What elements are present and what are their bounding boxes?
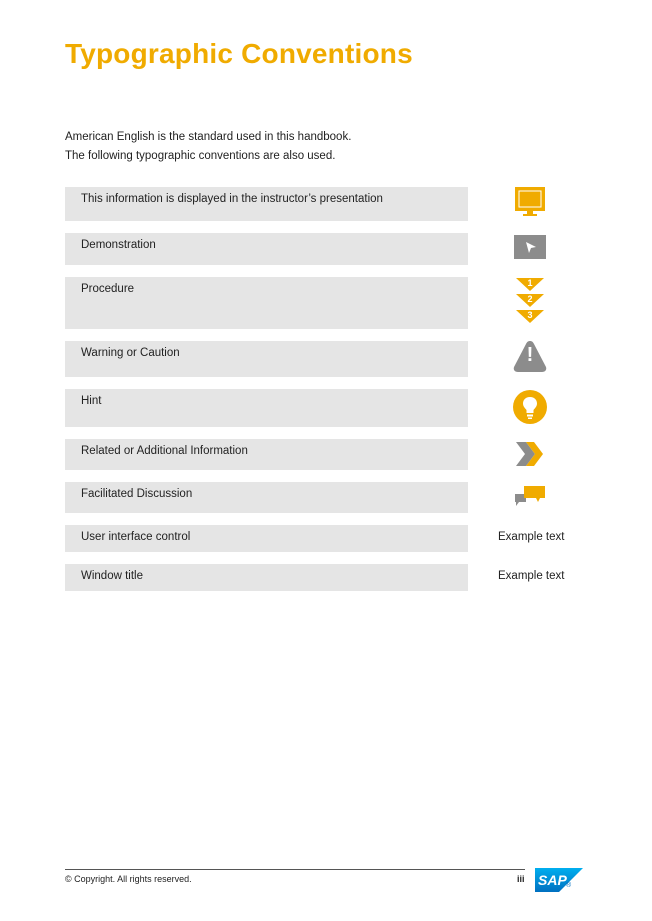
presentation-icon <box>514 186 546 218</box>
footer-divider <box>65 869 525 870</box>
intro-text <box>65 128 351 166</box>
intro-line-1: American English is the standard used in this handbook. <box>65 131 352 143</box>
sap-logo-shape <box>535 868 583 892</box>
sap-registered-mark: ® <box>566 882 572 889</box>
convention-row-procedure <box>65 277 468 329</box>
lightbulb-icon <box>512 389 548 425</box>
convention-label: This information is displayed in the instructor’s presentation <box>81 193 383 205</box>
discussion-icon <box>514 485 546 509</box>
convention-label: Demonstration <box>81 239 156 251</box>
convention-row-ui-control <box>65 525 468 552</box>
convention-row-related-info <box>65 439 468 470</box>
page-number: iii <box>517 874 525 884</box>
convention-row-demonstration <box>65 233 468 265</box>
procedure-step-1: 1 <box>527 278 533 288</box>
convention-row-discussion <box>65 482 468 513</box>
svg-text:SAP: SAP <box>538 872 567 888</box>
warning-symbol: ! <box>526 344 534 366</box>
convention-label: Procedure <box>81 283 135 295</box>
sap-logo <box>535 868 583 897</box>
convention-label: Warning or Caution <box>81 347 180 359</box>
window-title-example: Example text <box>498 570 565 582</box>
procedure-step-2: 2 <box>527 294 533 304</box>
convention-row-warning <box>65 341 468 377</box>
convention-label: Window title <box>81 570 143 582</box>
convention-row-presentation <box>65 187 468 221</box>
footer-copyright: © Copyright. All rights reserved. <box>65 874 192 884</box>
demonstration-icon <box>514 235 546 259</box>
page-title: Typographic Conventions <box>65 38 413 69</box>
convention-row-hint <box>65 389 468 427</box>
convention-row-window-title <box>65 564 468 591</box>
convention-label: Facilitated Discussion <box>81 488 193 500</box>
chevrons-icon <box>514 440 546 468</box>
convention-label: User interface control <box>81 531 191 543</box>
procedure-step-3: 3 <box>527 310 533 320</box>
convention-label: Related or Additional Information <box>81 445 248 457</box>
intro-line-2: The following typographic conventions are also used. <box>65 150 336 162</box>
convention-label: Hint <box>81 395 102 407</box>
ui-control-example: Example text <box>498 531 565 543</box>
